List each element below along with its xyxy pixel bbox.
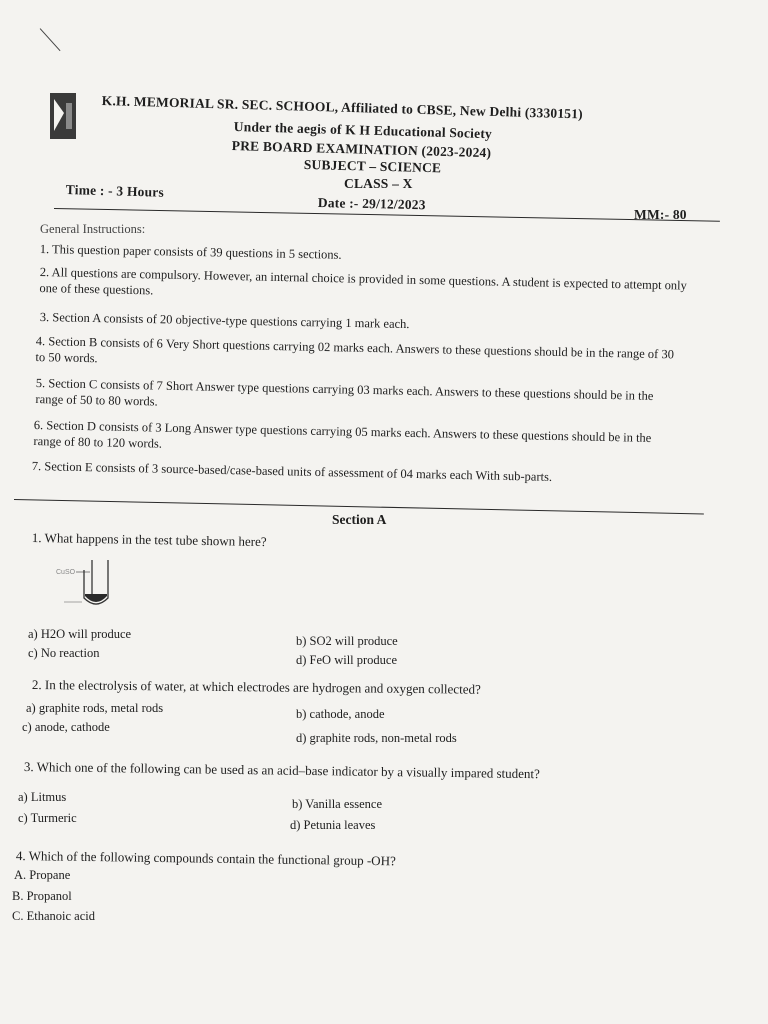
instruction-4: 4. Section B consists of 6 Very Short questions carrying 02 marks each. Answers to these questions should be in the range of 30 to 50 words. — [35, 333, 675, 366]
instruction-1: 1. This question paper consists of 39 questions in 5 sections. — [39, 241, 342, 262]
pen-mark — [40, 28, 61, 51]
time-label: Time : - 3 Hours — [65, 182, 165, 200]
q1-option-b: b) SO2 will produce — [296, 634, 398, 648]
q1-option-c: c) No reaction — [28, 646, 100, 660]
date-label: Date :- 29/12/2023 — [317, 195, 426, 213]
svg-text:CuSO: CuSO — [56, 569, 76, 576]
q2-option-a: a) graphite rods, metal rods — [26, 701, 164, 715]
class-line: CLASS – X — [344, 176, 413, 191]
q3-option-a: a) Litmus — [18, 790, 67, 804]
q3-option-c: c) Turmeric — [18, 811, 77, 825]
school-logo-icon — [50, 93, 76, 139]
society-line: Under the aegis of K H Educational Society — [233, 119, 493, 142]
question-4: 4. Which of the following compounds contain the functional group -OH? — [15, 848, 396, 869]
question-3: 3. Which one of the following can be used as an acid–base indicator by a visually impared student? — [23, 759, 540, 782]
exam-title: PRE BOARD EXAMINATION (2023-2024) — [231, 138, 492, 161]
instruction-2: 2. All questions are compulsory. However, an internal choice is provided in some questions. A student is expected to attempt only one of these questions. — [39, 264, 688, 298]
max-marks: MM:- 80 — [634, 207, 687, 222]
q2-option-d: d) graphite rods, non-metal rods — [296, 731, 457, 745]
test-tube-diagram-icon — [56, 556, 120, 612]
q2-option-b: b) cathode, anode — [296, 707, 385, 721]
q4-option-b: B. Propanol — [12, 889, 72, 903]
q4-option-c: C. Ethanoic acid — [12, 909, 95, 923]
instruction-6: 6. Section D consists of 3 Long Answer type questions carrying 05 marks each. Answers to these questions should be in the range of 80 to 120 words. — [33, 417, 652, 451]
instruction-7: 7. Section E consists of 3 source-based/case-based units of assessment of 04 marks each With sub-parts. — [31, 458, 553, 484]
instruction-3: 3. Section A consists of 20 objective-type questions carrying 1 mark each. — [39, 309, 410, 332]
q1-option-a: a) H2O will produce — [28, 627, 132, 641]
question-1: 1. What happens in the test tube shown here? — [31, 530, 267, 550]
q2-option-c: c) anode, cathode — [22, 720, 110, 734]
q3-option-b: b) Vanilla essence — [292, 797, 383, 811]
instruction-5: 5. Section C consists of 7 Short Answer type questions carrying 03 marks each. Answers to these questions should be in the range of 50 to 80 words. — [35, 375, 654, 409]
question-2: 2. In the electrolysis of water, at which electrodes are hydrogen and oxygen collected? — [31, 677, 481, 697]
school-name: K.H. MEMORIAL SR. SEC. SCHOOL, Affiliated to CBSE, New Delhi (3330151) — [101, 93, 584, 122]
section-heading: Section A — [332, 512, 387, 527]
subject-line: SUBJECT – SCIENCE — [303, 157, 442, 176]
q4-option-a: A. Propane — [14, 868, 71, 882]
q3-option-d: d) Petunia leaves — [290, 818, 376, 832]
q1-option-d: d) FeO will produce — [296, 653, 398, 667]
instructions-title: General Instructions: — [40, 222, 146, 236]
